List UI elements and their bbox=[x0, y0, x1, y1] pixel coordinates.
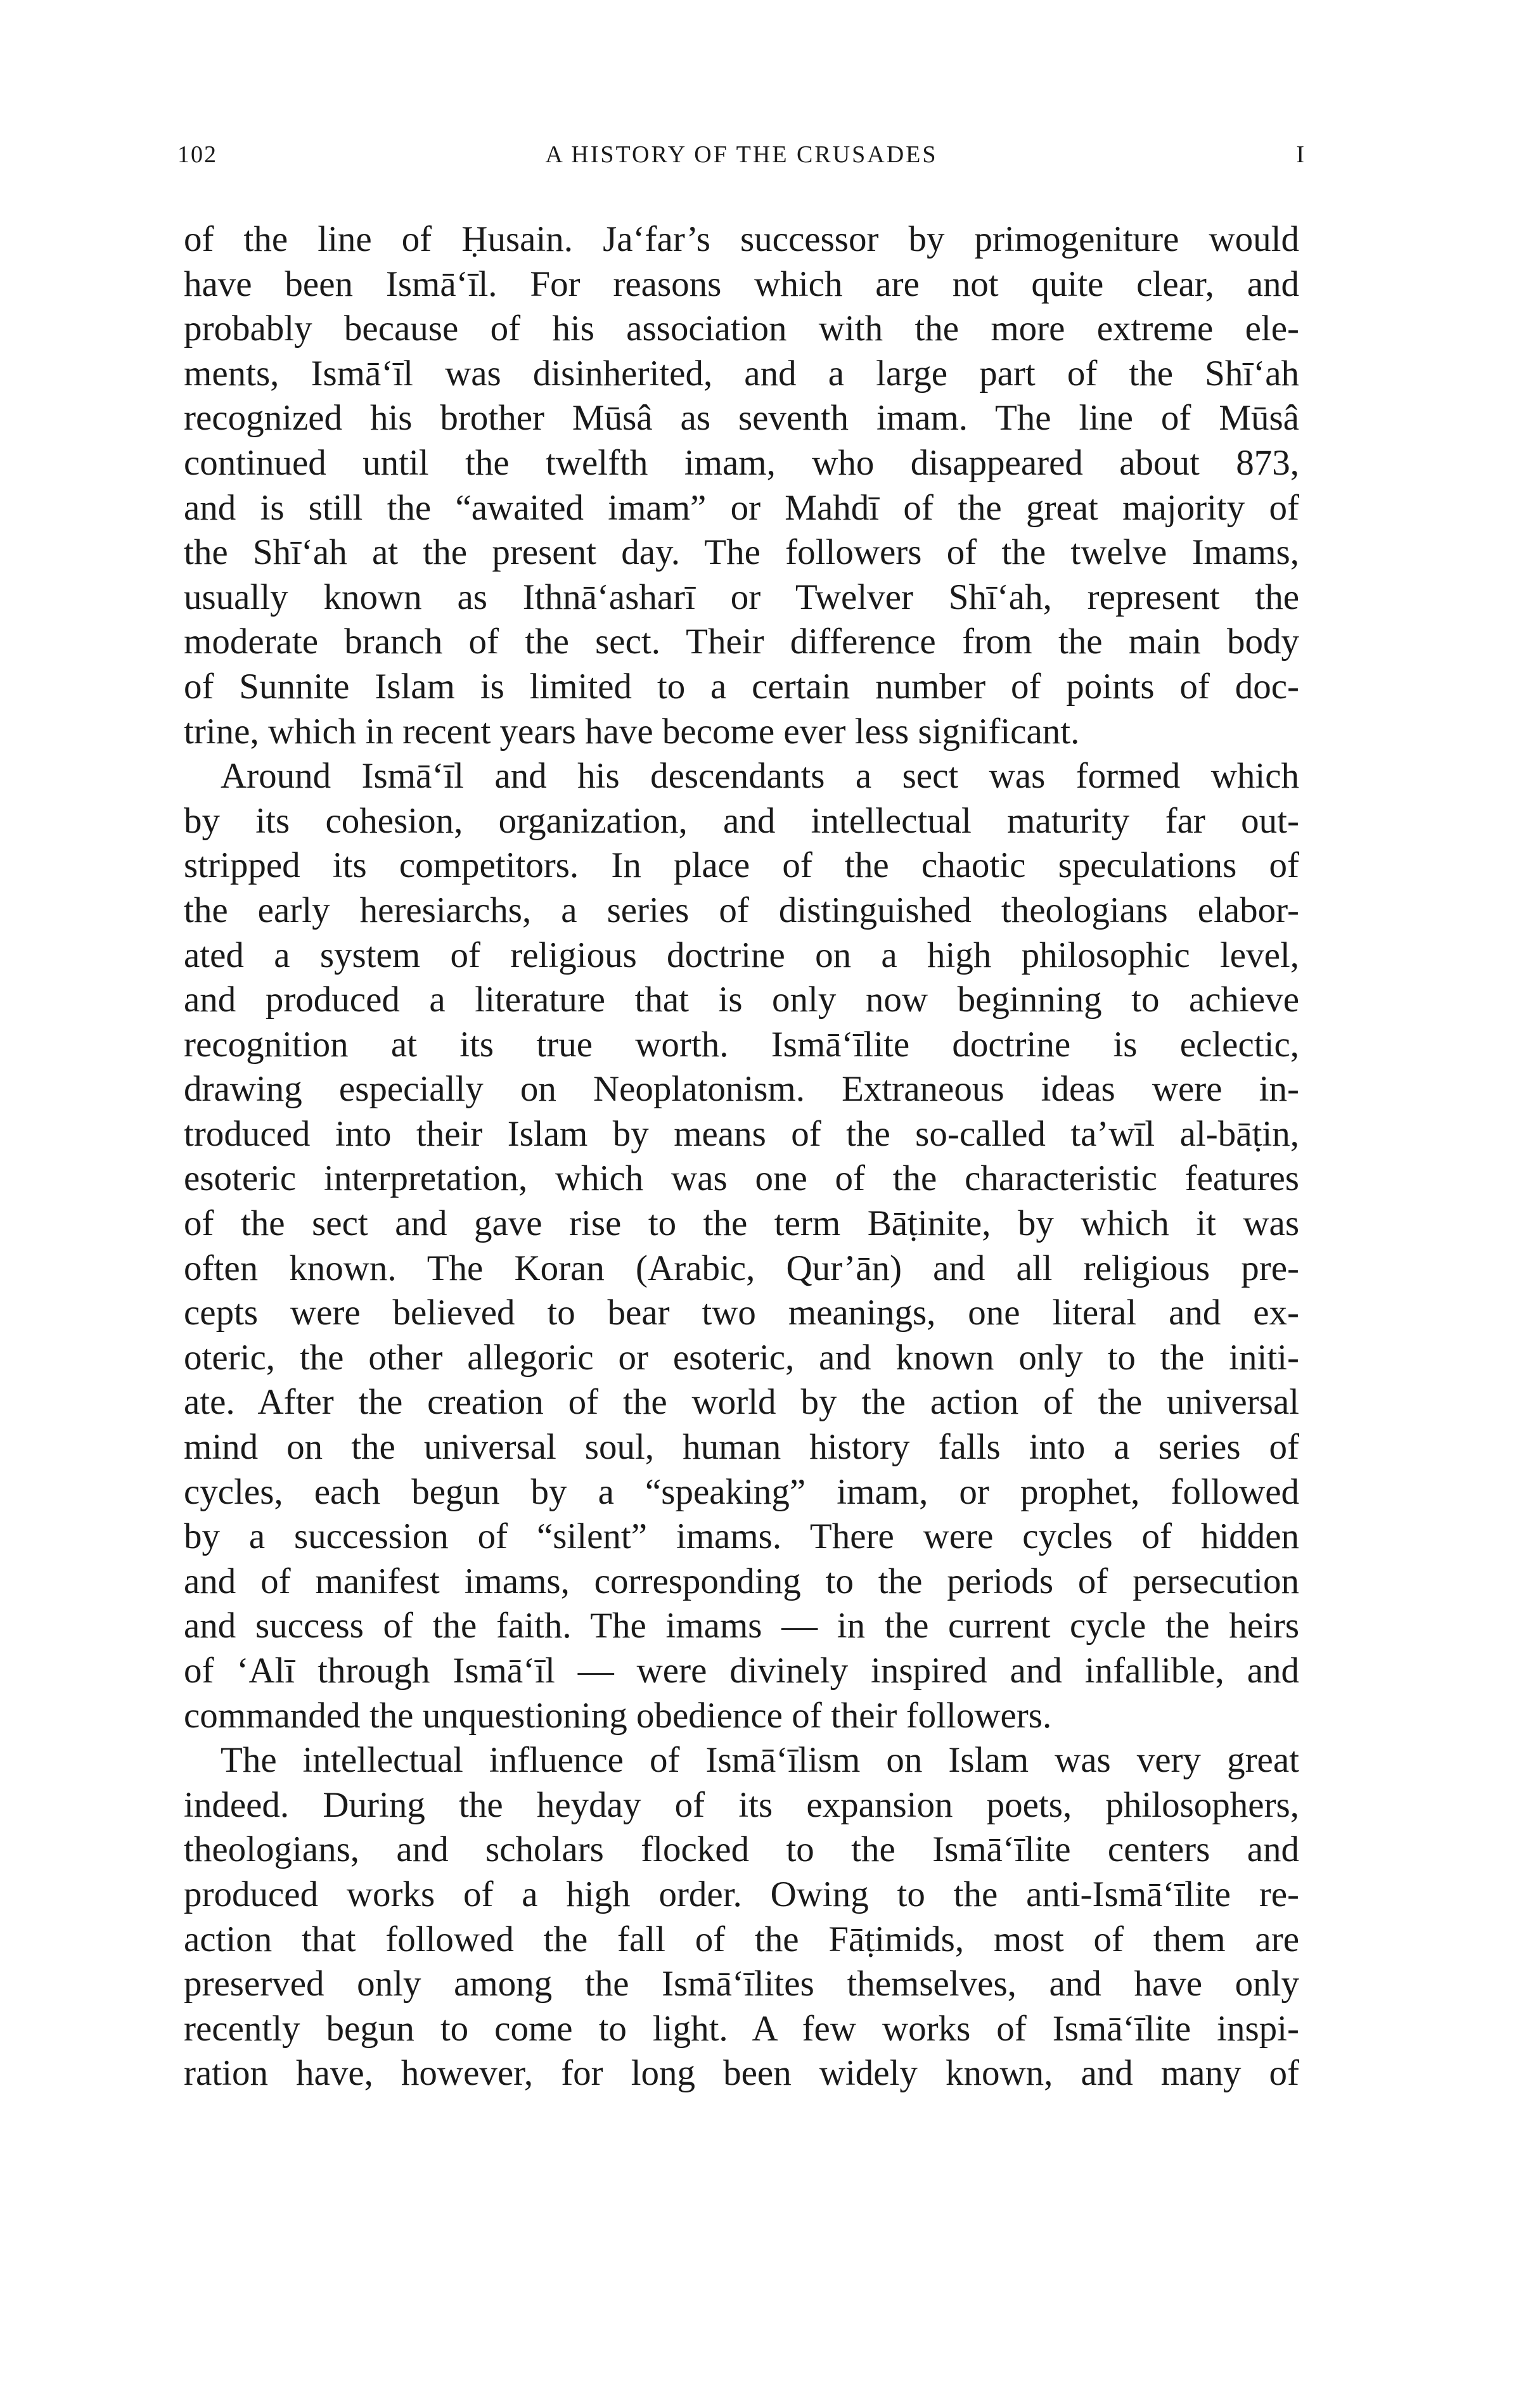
text-line: of the sect and gave rise to the term Bāṭinite, by which it was bbox=[184, 1203, 1299, 1244]
text-line: of the line of Ḥusain. Ja‘far’s successor by primogeniture would bbox=[184, 219, 1299, 259]
paragraph bbox=[184, 217, 1299, 754]
text-line: by its cohesion, organization, and intellectual maturity far out- bbox=[184, 800, 1299, 841]
text-line: of Sunnite Islam is limited to a certain number of points of doc- bbox=[184, 666, 1299, 707]
text-line: mind on the universal soul, human history falls into a series of bbox=[184, 1427, 1299, 1468]
paragraph bbox=[184, 754, 1299, 1738]
text-line: recognition at its true worth. Ismā‘īlite doctrine is eclectic, bbox=[184, 1024, 1299, 1065]
text-line: troduced into their Islam by means of the so-called ta’wīl al-bāṭin, bbox=[184, 1113, 1299, 1154]
text-line: usually known as Ithnā‘asharī or Twelver Shī‘ah, represent the bbox=[184, 577, 1299, 617]
text-line: of ‘Alī through Ismā‘īl — were divinely inspired and infallible, and bbox=[184, 1651, 1299, 1691]
text-line: preserved only among the Ismā‘īlites themselves, and have only bbox=[184, 1964, 1299, 2004]
text-line: by a succession of “silent” imams. There were cycles of hidden bbox=[184, 1516, 1299, 1557]
text-line: esoteric interpretation, which was one of the characteristic features bbox=[184, 1158, 1299, 1199]
text-line: have been Ismā‘īl. For reasons which are not quite clear, and bbox=[184, 264, 1299, 304]
text-line: produced works of a high order. Owing to the anti-Ismā‘īlite re- bbox=[184, 1874, 1299, 1914]
text-line: ate. After the creation of the world by the action of the universal bbox=[184, 1382, 1299, 1423]
text-line: and of manifest imams, corresponding to the periods of persecution bbox=[184, 1561, 1299, 1601]
text-line: cycles, each begun by a “speaking” imam, or prophet, followed bbox=[184, 1471, 1299, 1512]
text-line: ration have, however, for long been widely known, and many of bbox=[184, 2053, 1299, 2094]
text-line: oteric, the other allegoric or esoteric, and known only to the initi- bbox=[184, 1337, 1299, 1378]
running-title: A HISTORY OF THE CRUSADES bbox=[545, 141, 938, 168]
running-head bbox=[177, 141, 1306, 179]
text-line: action that followed the fall of the Fāṭimids, most of them are bbox=[184, 1919, 1299, 1959]
text-line: continued until the twelfth imam, who disappeared about 873, bbox=[184, 442, 1299, 483]
text-line: the Shī‘ah at the present day. The followers of the twelve Imams, bbox=[184, 532, 1299, 573]
text-line: The intellectual influence of Ismā‘īlism on Islam was very great bbox=[221, 1740, 1299, 1781]
text-line: Around Ismā‘īl and his descendants a sect was formed which bbox=[221, 756, 1299, 797]
text-line: trine, which in recent years have become ever less significant. bbox=[184, 711, 1080, 752]
text-line: and produced a literature that is only now beginning to achieve bbox=[184, 980, 1299, 1020]
text-line: ated a system of religious doctrine on a high philosophic level, bbox=[184, 935, 1299, 975]
text-line: cepts were believed to bear two meanings, one literal and ex- bbox=[184, 1293, 1299, 1333]
text-line: probably because of his association with the more extreme ele- bbox=[184, 309, 1299, 349]
body-text bbox=[184, 217, 1299, 2096]
text-line: ments, Ismā‘īl was disinherited, and a large part of the Shī‘ah bbox=[184, 353, 1299, 394]
text-line: indeed. During the heyday of its expansion poets, philosophers, bbox=[184, 1784, 1299, 1825]
text-line: and success of the faith. The imams — in the current cycle the heirs bbox=[184, 1606, 1299, 1646]
text-line: stripped its competitors. In place of the chaotic speculations of bbox=[184, 845, 1299, 886]
text-line: theologians, and scholars flocked to the Ismā‘īlite centers and bbox=[184, 1829, 1299, 1870]
text-line: commanded the unquestioning obedience of their followers. bbox=[184, 1695, 1052, 1736]
text-line: recently begun to come to light. A few works of Ismā‘īlite inspi- bbox=[184, 2008, 1299, 2049]
paragraph bbox=[184, 1738, 1299, 2096]
page-number: 102 bbox=[177, 141, 217, 168]
text-line: the early heresiarchs, a series of distinguished theologians elabor- bbox=[184, 890, 1299, 930]
text-line: moderate branch of the sect. Their difference from the main body bbox=[184, 622, 1299, 662]
text-line: and is still the “awaited imam” or Mahdī of the great majority of bbox=[184, 487, 1299, 528]
text-line: recognized his brother Mūsâ as seventh imam. The line of Mūsâ bbox=[184, 398, 1299, 439]
chapter-number: I bbox=[1296, 141, 1306, 168]
text-line: drawing especially on Neoplatonism. Extraneous ideas were in- bbox=[184, 1069, 1299, 1110]
text-line: often known. The Koran (Arabic, Qur’ān) and all religious pre- bbox=[184, 1248, 1299, 1288]
